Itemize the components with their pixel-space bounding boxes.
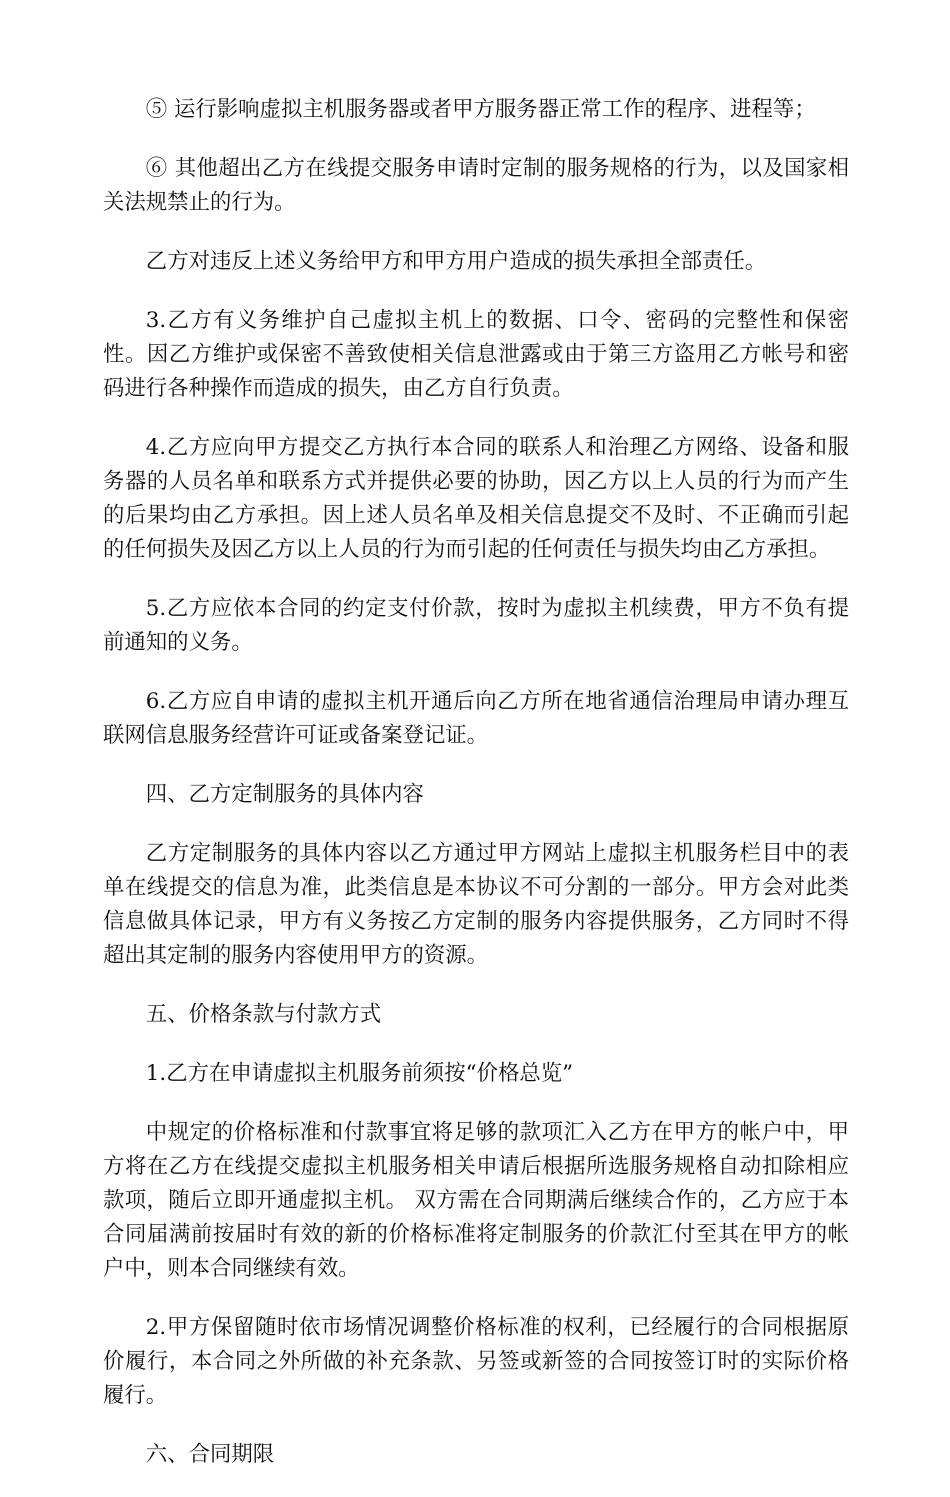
clause-item-6: ⑥ 其他超出乙方在线提交服务申请时定制的服务规格的行为，以及国家相关法规禁止的行为。: [103, 156, 849, 215]
document-body: [103, 93, 849, 1497]
clause-5: 5.乙方应依本合同的约定支付价款，按时为虚拟主机续费，甲方不负有提前通知的义务。: [103, 596, 849, 655]
clause-4: 4.乙方应向甲方提交乙方执行本合同的联系人和治理乙方网络、设备和服务器的人员名单和联系方式并提供必要的协助，因乙方以上人员的行为而产生的后果均由乙方承担。因上述人员名单及相关信息提交不及时、不正确而引起的任何损失及因乙方以上人员的行为而引起的任何责任与损失均由乙方承担。: [103, 435, 849, 562]
section-5-clause-1: 1.乙方在申请虚拟主机服务前须按“价格总览”: [145, 1061, 574, 1086]
clause-item-5: ⑤ 运行影响虚拟主机服务器或者甲方服务器正常工作的程序、进程等；: [145, 97, 816, 122]
section-heading-4: 四、乙方定制服务的具体内容: [145, 782, 424, 807]
section-4-body: 乙方定制服务的具体内容以乙方通过甲方网站上虚拟主机服务栏目中的表单在线提交的信息为准，此类信息是本协议不可分割的一部分。甲方会对此类信息做具体记录，甲方有义务按乙方定制的服务内容提供服务，乙方同时不得超出其定制的服务内容使用甲方的资源。: [103, 841, 849, 968]
liability-statement: 乙方对违反上述义务给甲方和甲方用户造成的损失承担全部责任。: [145, 249, 767, 274]
section-heading-6: 六、合同期限: [145, 1442, 275, 1467]
clause-3: 3.乙方有义务维护自己虚拟主机上的数据、口令、密码的完整性和保密性。因乙方维护或保密不善致使相关信息泄露或由于第三方盗用乙方帐号和密码进行各种操作而造成的损失，由乙方自行负责。: [103, 308, 849, 401]
section-5-clause-2: 2.甲方保留随时依市场情况调整价格标准的权利，已经履行的合同根据原价履行，本合同之外所做的补充条款、另签或新签的合同按签订时的实际价格履行。: [103, 1315, 849, 1408]
section-heading-5: 五、价格条款与付款方式: [145, 1002, 382, 1027]
section-5-clause-1-continued: 中规定的价格标准和付款事宜将足够的款项汇入乙方在甲方的帐户中，甲方将在乙方在线提交虚拟主机服务相关申请后根据所选服务规格自动扣除相应款项，随后立即开通虚拟主机。 双方需在合同期满后继续合作的，乙方应于本合同届满前按届时有效的新的价格标准将定制服务的价款汇付至其在甲方的帐户中，则本合同继续有效。: [103, 1120, 849, 1281]
clause-6: 6.乙方应自申请的虚拟主机开通后向乙方所在地省通信治理局申请办理互联网信息服务经营许可证或备案登记证。: [103, 689, 849, 748]
